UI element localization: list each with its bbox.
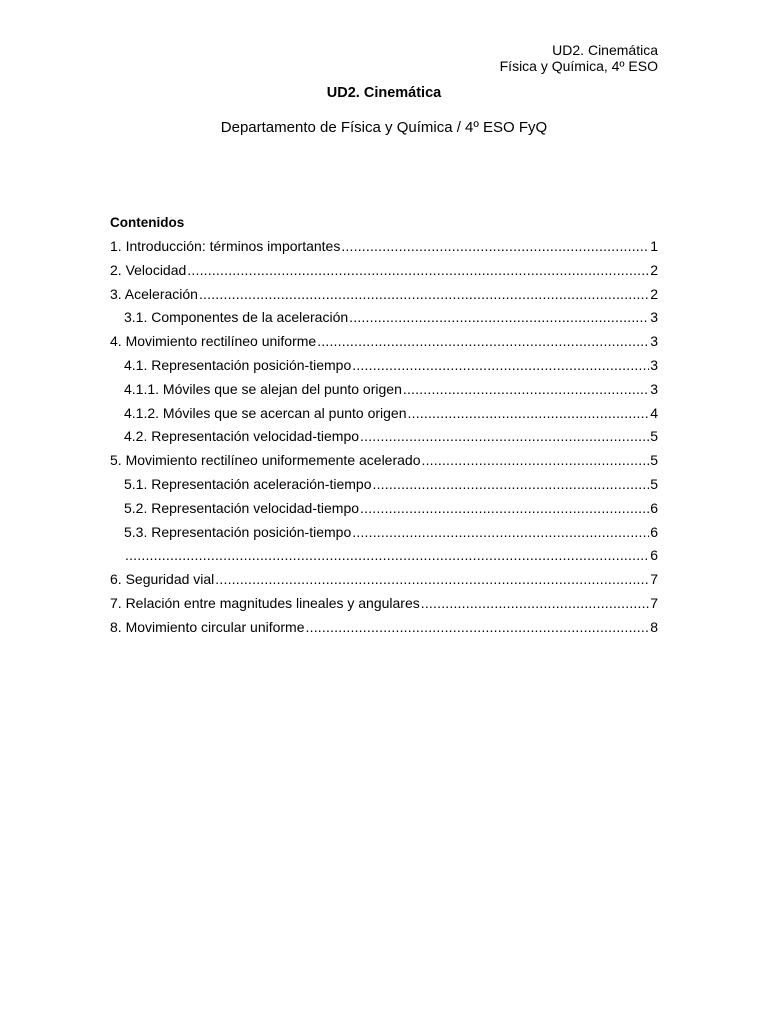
table-of-contents <box>110 213 658 640</box>
toc-dot-leader <box>306 616 650 640</box>
toc-entry-page: 4 <box>650 404 658 421</box>
toc-entry[interactable] <box>110 521 658 545</box>
running-header-unit: UD2. Cinemática <box>552 42 658 58</box>
toc-entry-label: 5.1. Representación aceleración-tiempo <box>124 475 372 492</box>
toc-entry-page: 3 <box>650 356 658 373</box>
toc-entry[interactable] <box>110 306 658 330</box>
toc-entry[interactable] <box>110 568 658 592</box>
toc-entry-page: 6 <box>650 523 658 540</box>
toc-dot-leader <box>422 449 650 473</box>
toc-entry-page: 8 <box>650 618 658 635</box>
toc-entry-label: 8. Movimiento circular uniforme <box>110 618 305 635</box>
toc-entry-label: 3.1. Componentes de la aceleración <box>124 309 349 326</box>
toc-dot-leader <box>349 306 649 330</box>
toc-entry[interactable] <box>110 425 658 449</box>
toc-dot-leader <box>317 330 649 354</box>
toc-dot-leader <box>372 473 649 497</box>
toc-entry-label: 7. Relación entre magnitudes lineales y angulares <box>110 594 420 611</box>
toc-entry[interactable] <box>110 473 658 497</box>
toc-entry-page: 6 <box>650 547 658 564</box>
toc-dot-leader <box>352 354 649 378</box>
document-subtitle: Departamento de Física y Química / 4º ESO FyQ <box>220 119 548 136</box>
toc-dot-leader <box>215 568 649 592</box>
toc-entry-label: 4.1.1. Móviles que se alejan del punto origen <box>124 380 402 397</box>
toc-entry-label: 4. Movimiento rectilíneo uniforme <box>110 333 317 350</box>
toc-dot-leader <box>125 544 649 568</box>
toc-dot-leader <box>421 592 649 616</box>
toc-dot-leader <box>360 497 649 521</box>
toc-dot-leader <box>408 402 650 426</box>
toc-list <box>110 235 658 640</box>
toc-entry-label: 4.2. Representación velocidad-tiempo <box>124 428 360 445</box>
toc-entry[interactable] <box>110 592 658 616</box>
toc-entry[interactable] <box>110 497 658 521</box>
toc-entry[interactable] <box>110 402 658 426</box>
toc-entry[interactable] <box>110 616 658 640</box>
toc-entry-page: 3 <box>650 333 658 350</box>
toc-entry-page: 7 <box>650 571 658 588</box>
toc-entry-page: 1 <box>650 238 658 254</box>
running-header-course: Física y Química, 4º ESO <box>499 58 658 74</box>
toc-entry-page: 7 <box>650 594 658 611</box>
toc-dot-leader <box>199 283 649 307</box>
toc-heading: Contenidos <box>110 215 185 230</box>
toc-entry-label: 6. Seguridad vial <box>110 571 215 588</box>
toc-entry-label: 3. Aceleración <box>110 285 198 302</box>
toc-dot-leader <box>360 425 649 449</box>
toc-entry-label: 5.3. Representación posición-tiempo <box>124 523 352 540</box>
toc-dot-leader <box>341 235 649 259</box>
toc-entry-page: 5 <box>650 452 658 469</box>
toc-entry-page: 3 <box>650 380 658 397</box>
toc-entry[interactable] <box>110 449 658 473</box>
toc-entry[interactable] <box>110 235 658 259</box>
toc-entry-page: 5 <box>650 475 658 492</box>
toc-entry[interactable] <box>110 259 658 283</box>
toc-entry-label: 4.1.2. Móviles que se acercan al punto origen <box>124 404 407 421</box>
toc-entry-label: 2. Velocidad <box>110 261 187 278</box>
document-title: UD2. Cinemática <box>326 85 442 101</box>
toc-entry-page: 6 <box>650 499 658 516</box>
toc-entry-page: 2 <box>650 285 658 302</box>
toc-dot-leader <box>352 521 649 545</box>
toc-entry-label: 1. Introducción: términos importantes <box>110 238 341 254</box>
toc-entry-page: 2 <box>650 261 658 278</box>
toc-entry[interactable] <box>110 330 658 354</box>
toc-entry-page: 5 <box>650 428 658 445</box>
running-header <box>500 42 658 74</box>
toc-entry[interactable] <box>110 378 658 402</box>
toc-dot-leader <box>403 378 649 402</box>
toc-entry[interactable] <box>110 283 658 307</box>
toc-entry-page: 3 <box>650 309 658 326</box>
toc-entry-empty[interactable] <box>110 544 658 568</box>
toc-entry-label: 5.2. Representación velocidad-tiempo <box>124 499 360 516</box>
toc-entry-label: 4.1. Representación posición-tiempo <box>124 356 352 373</box>
toc-entry[interactable] <box>110 354 658 378</box>
toc-entry-label: 5. Movimiento rectilíneo uniformemente acelerado <box>110 452 421 469</box>
toc-dot-leader <box>187 259 649 283</box>
